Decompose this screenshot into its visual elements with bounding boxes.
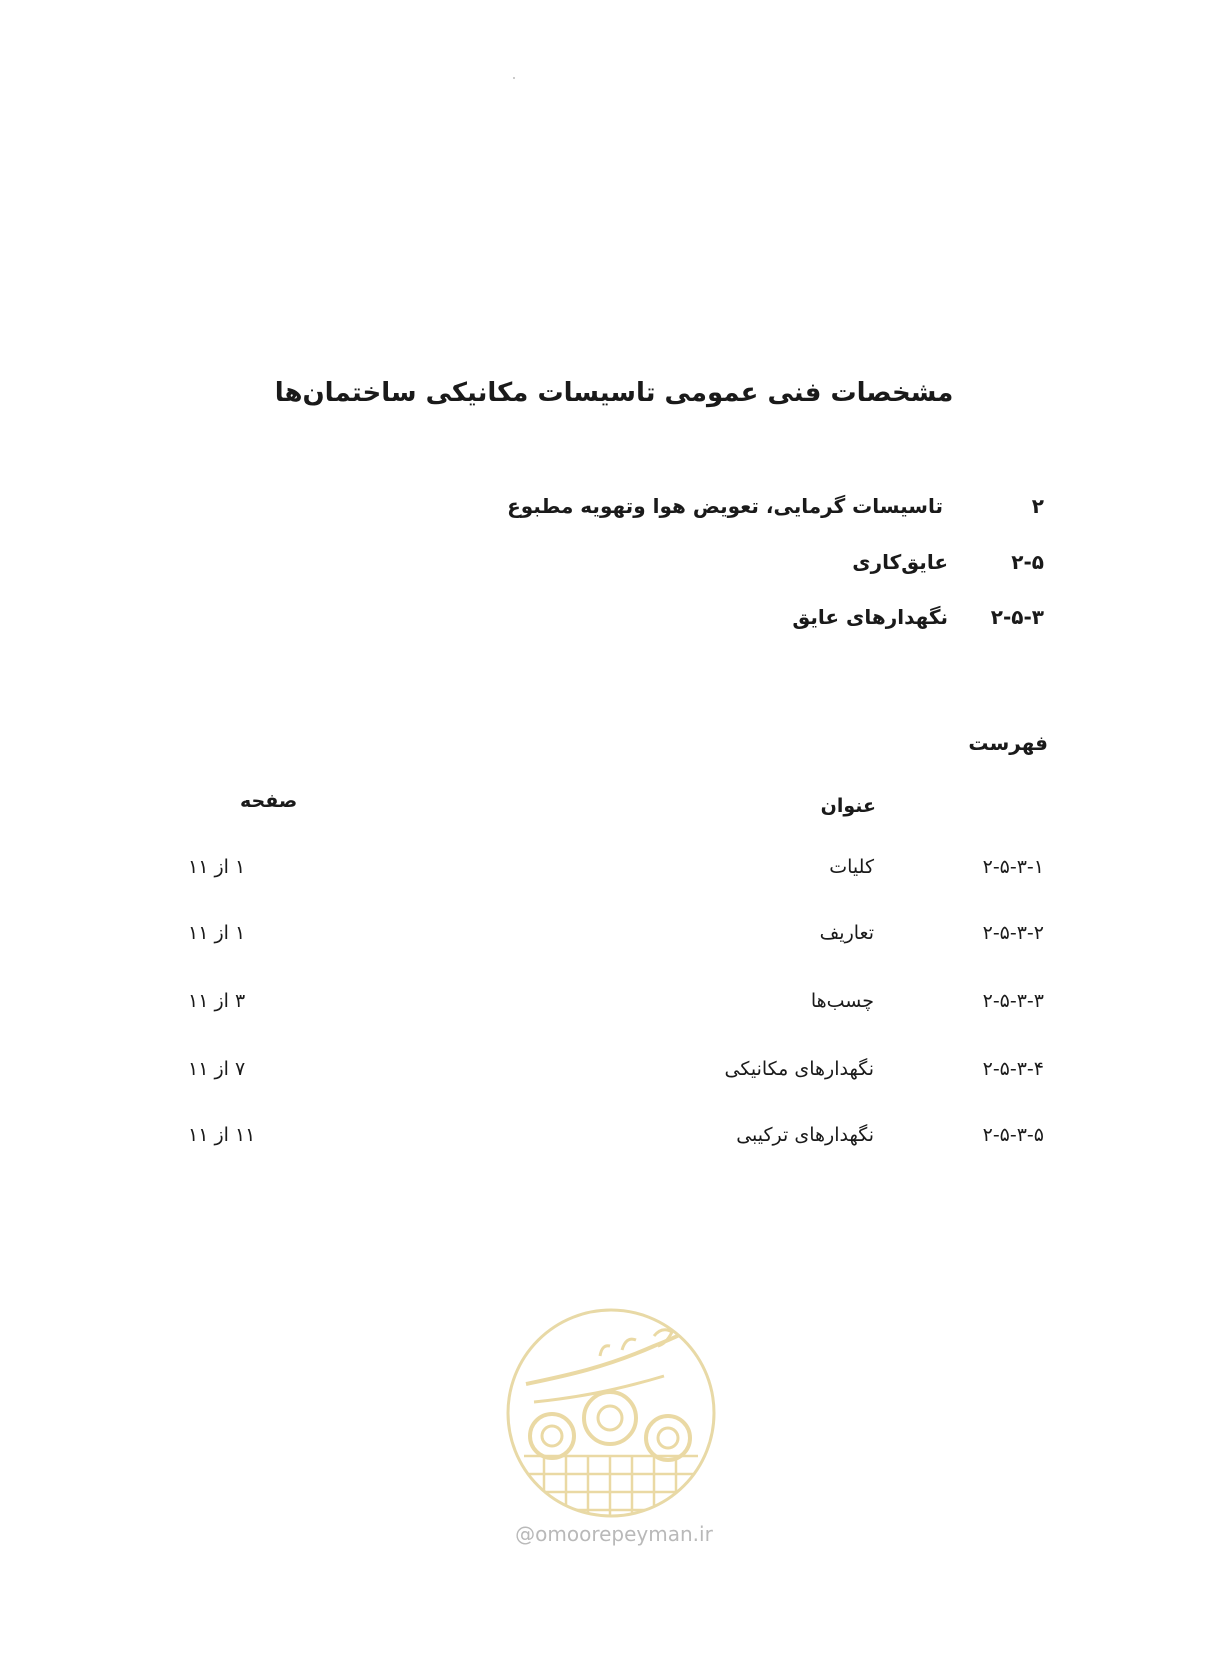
toc-row[interactable] [0,856,1228,896]
toc-row-title: نگهدارهای مکانیکی [724,1058,874,1080]
toc-row[interactable] [0,1058,1228,1098]
toc-row-title: تعاریف [819,922,874,944]
heading-text-1: تاسیسات گرمایی، تعویض هوا وتهویه مطبوع [507,494,943,518]
heading-text-3: نگهدارهای عایق [792,605,948,629]
heading-text-2: عایق‌کاری [852,550,948,574]
toc-row-number: ۲-۵-۳-۳ [982,990,1044,1012]
heading-number-3: ۲-۵-۳ [990,605,1044,629]
toc-row-page: ۷ از ۱۱ [188,1058,246,1080]
toc-row[interactable] [0,922,1228,962]
toc-page-header: صفحه [240,790,298,812]
heading-number-1: ۲ [1031,494,1044,518]
omoorepeyman-logo-icon [504,1306,718,1520]
toc-row[interactable] [0,1124,1228,1164]
toc-row-title: کلیات [829,856,874,878]
toc-row-page: ۱ از ۱۱ [188,856,246,878]
toc-row-number: ۲-۵-۳-۴ [982,1058,1044,1080]
toc-title-header: عنوان [820,795,876,817]
document-title: مشخصات فنی عمومی تاسیسات مکانیکی ساختمان‌ها [274,378,954,408]
toc-row[interactable] [0,990,1228,1030]
heading-number-2: ۲-۵ [1011,550,1044,574]
toc-row-title: نگهدارهای ترکیبی [736,1124,874,1146]
toc-row-number: ۲-۵-۳-۱ [982,856,1044,878]
toc-row-page: ۳ از ۱۱ [188,990,246,1012]
toc-label: فهرست [968,731,1048,755]
toc-row-page: ۱ از ۱۱ [188,922,246,944]
toc-row-title: چسب‌ها [810,990,874,1012]
toc-row-page: ۱۱ از ۱۱ [188,1124,256,1146]
watermark-url: @omoorepeyman.ir [515,1522,713,1546]
toc-row-number: ۲-۵-۳-۵ [982,1124,1044,1146]
scan-speck [513,77,515,79]
toc-row-number: ۲-۵-۳-۲ [982,922,1044,944]
